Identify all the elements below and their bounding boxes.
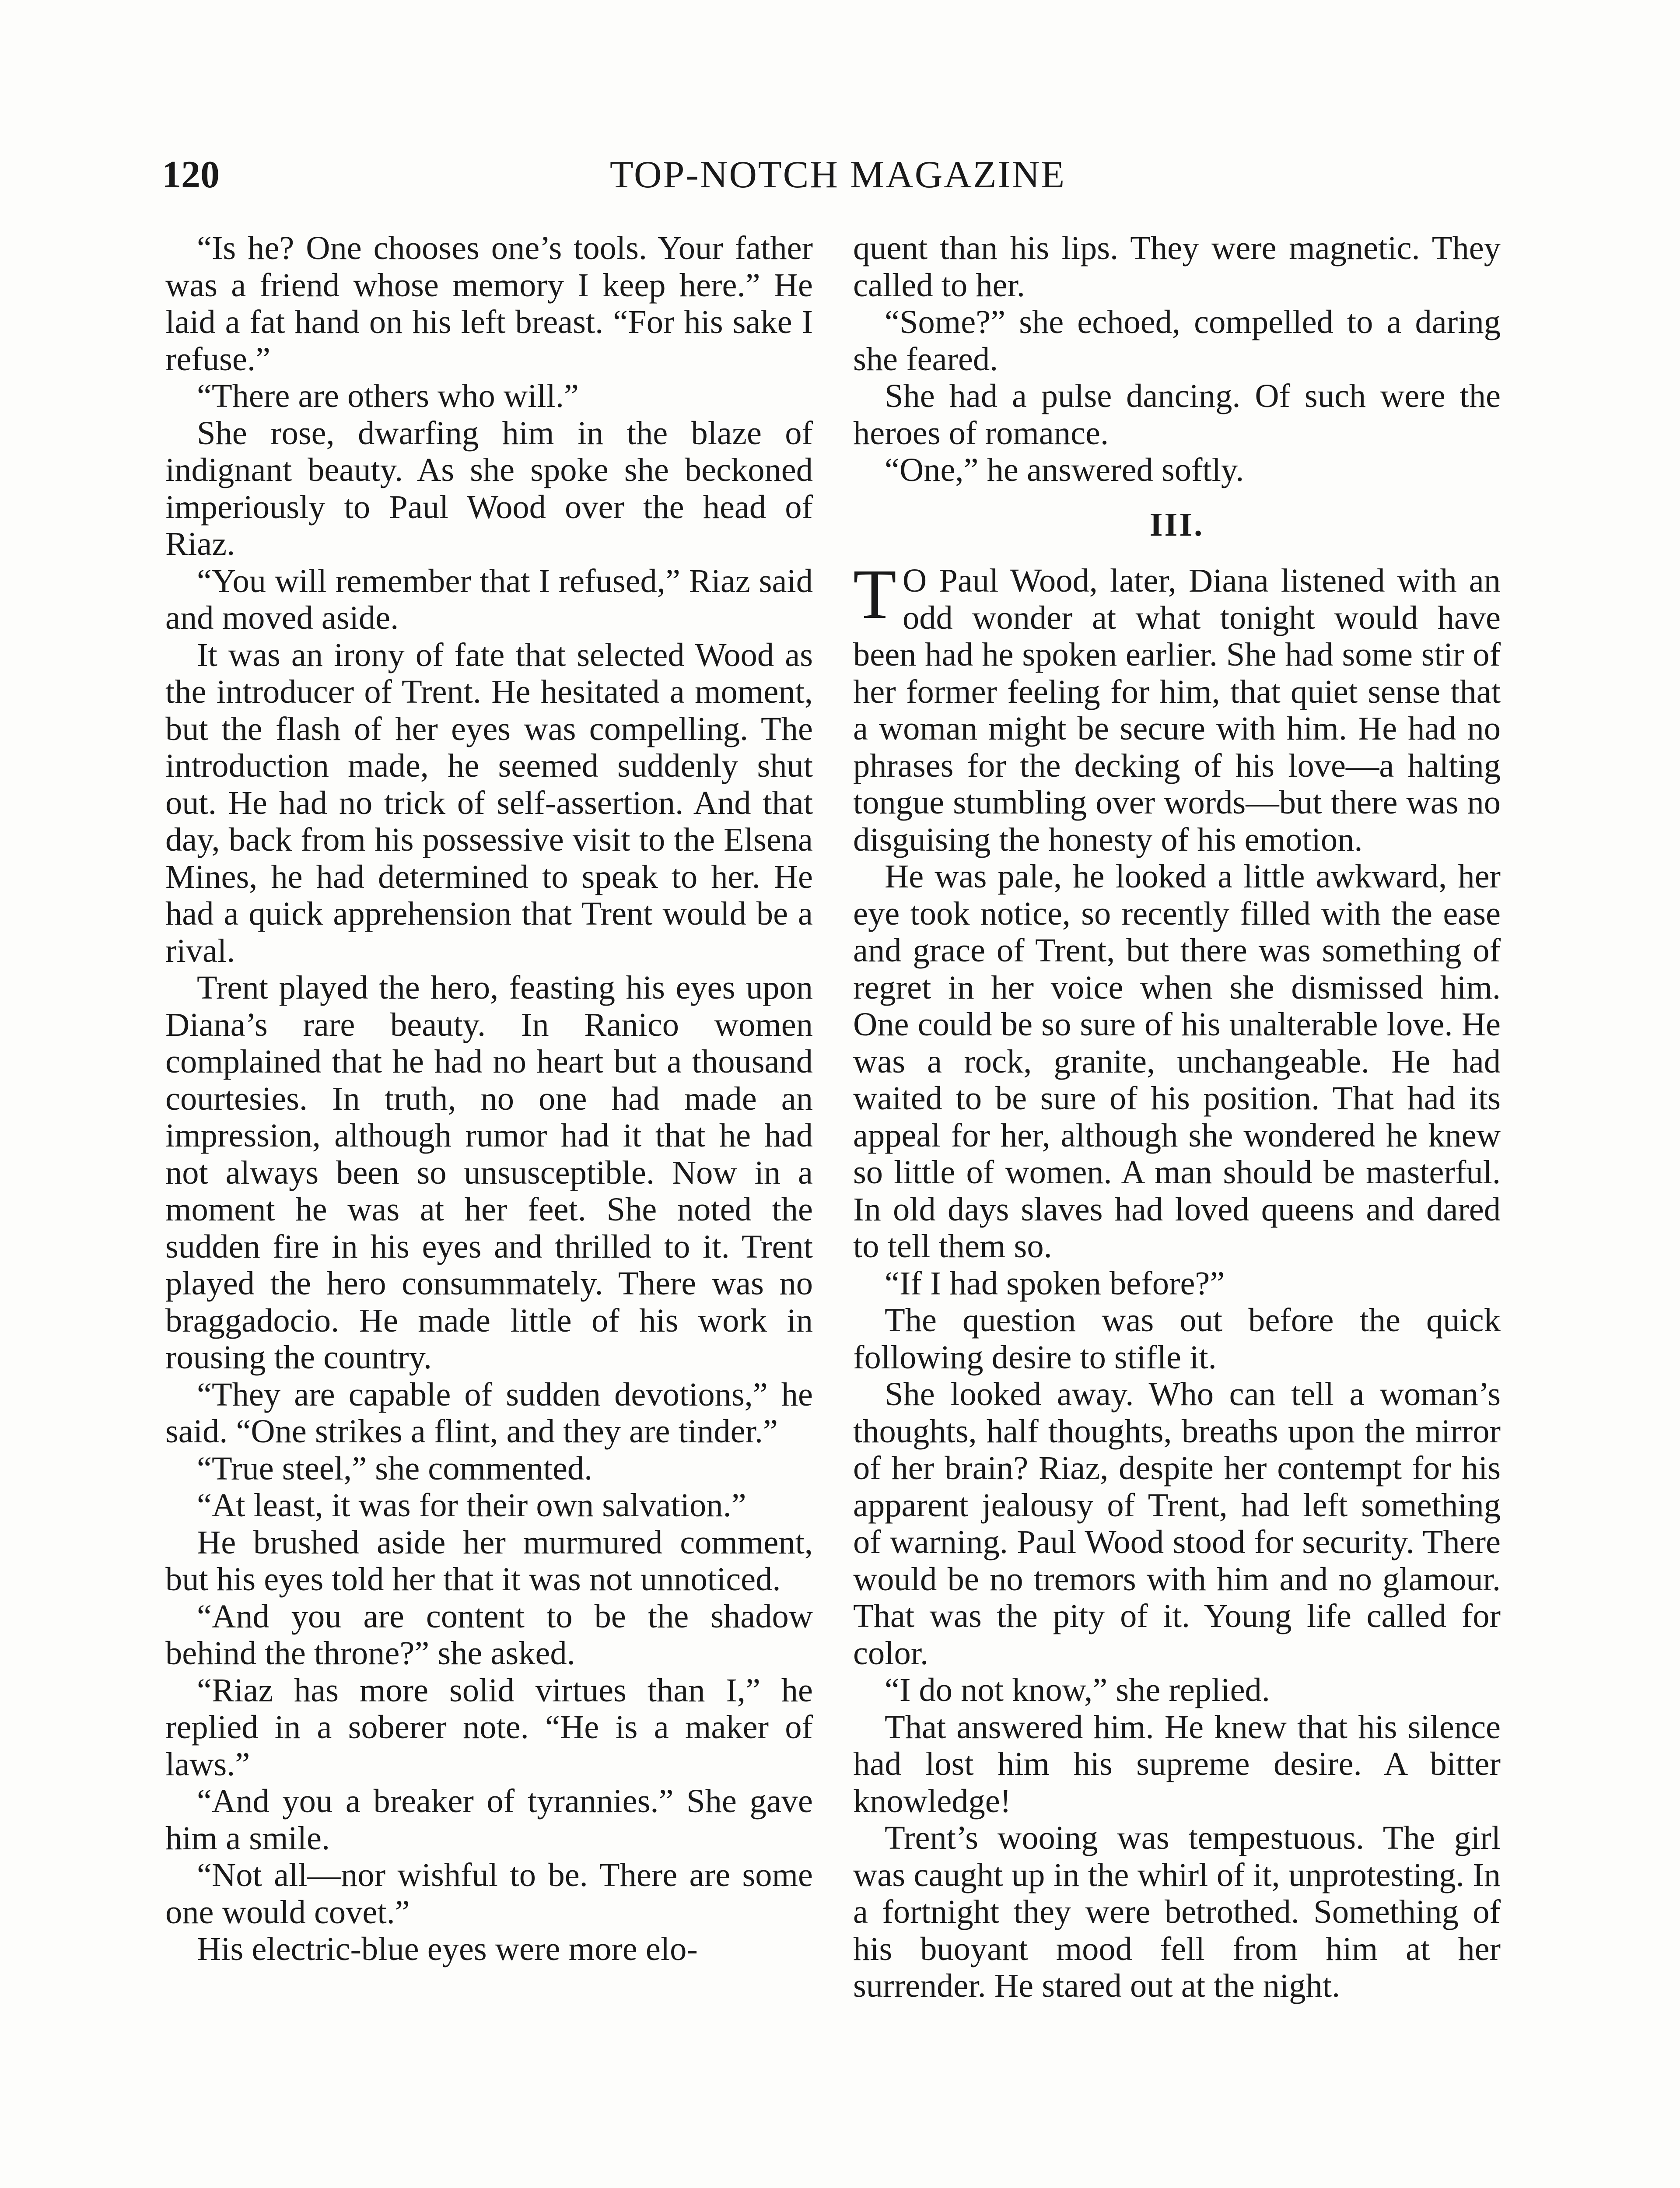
- opening-paragraph: [853, 555, 1501, 858]
- paragraph: “You will remember that I refused,” Riaz said and moved aside.: [165, 562, 813, 636]
- paragraph: “One,” he answered softly.: [885, 451, 1244, 488]
- opening-paragraph-text: O Paul Wood, later, Diana listened with an odd wonder at what tonight would have been had he spoken earlier. She had some stir of her former feeling for him, that quiet sense that a woman might be secure with him. He had no phrases for the decking of his love—a halting tongue stumbling over words—but there was no disguising the honesty of his emotion.: [853, 562, 1501, 858]
- magazine-title: TOP-NOTCH MAGAZINE: [609, 154, 1066, 196]
- paragraph: She looked away. Who can tell a woman’s thoughts, half thoughts, breaths upon the mirror of her brain? Riaz, despite her contempt for his apparent jealousy of Trent, had left something of warning. Paul Wood stood for security. There would be no tremors with him and no glamour. That was the pity of it. Young life called for color.: [853, 1375, 1501, 1672]
- drop-cap: T: [853, 555, 896, 634]
- paragraph: “There are others who will.”: [197, 377, 579, 414]
- paragraph: “True steel,” she commented.: [197, 1449, 593, 1487]
- paragraph: “Some?” she echoed, compelled to a daring she feared.: [853, 303, 1501, 378]
- paragraph: “And you are content to be the shadow behind the throne?” she asked.: [165, 1597, 813, 1672]
- paragraph: “Not all—nor wishful to be. There are some one would covet.”: [165, 1856, 813, 1931]
- paragraph: “Riaz has more solid virtues than I,” he replied in a soberer note. “He is a maker of laws.”: [165, 1671, 813, 1783]
- left-column: [165, 230, 813, 1968]
- paragraph: “Is he? One chooses one’s tools. Your father was a friend whose memory I keep here.” He laid a fat hand on his left breast. “For his sake I refuse.”: [165, 229, 813, 378]
- paragraph: His electric-blue eyes were more elo-: [197, 1930, 698, 1967]
- paragraph: “I do not know,” she replied.: [885, 1671, 1270, 1708]
- paragraph: The question was out before the quick following desire to stifle it.: [853, 1301, 1501, 1376]
- continued-paragraph: quent than his lips. They were magnetic. They called to her.: [853, 229, 1501, 304]
- paragraph: “At least, it was for their own salvation.”: [197, 1487, 746, 1524]
- page-number: 120: [162, 154, 220, 196]
- paragraph: It was an irony of fate that selected Wood as the introducer of Trent. He hesitated a moment, but the flash of her eyes was compelling. The introduction made, he seemed suddenly shut out. He had no trick of self-assertion. And that day, back from his possessive visit to the Elsena Mines, he had determined to speak to her. He had a quick apprehension that Trent would be a rival.: [165, 636, 813, 969]
- running-head: [162, 144, 1514, 206]
- paragraph: That answered him. He knew that his silence had lost him his supreme desire. A bitter knowledge!: [853, 1708, 1501, 1820]
- paragraph: “And you a breaker of tyrannies.” She gave him a smile.: [165, 1782, 813, 1857]
- paragraph: Trent’s wooing was tempestuous. The girl was caught up in the whirl of it, unprotesting. In a fortnight they were betrothed. Something of his buoyant mood fell from him at her surrender. He stared out at the night.: [853, 1819, 1501, 2004]
- paragraph: “They are capable of sudden devotions,” he said. “One strikes a flint, and they are tinder.”: [165, 1375, 813, 1450]
- paragraph: He was pale, he looked a little awkward, her eye took notice, so recently filled with the ease and grace of Trent, but there was something of regret in her voice when she dismissed him. One could be so sure of his unalterable love. He was a rock, granite, unchangeable. He had waited to be sure of his position. That had its appeal for her, although she wondered he knew so little of women. A man should be masterful. In old days slaves had loved queens and dared to tell them so.: [853, 858, 1501, 1265]
- paragraph: “If I had spoken before?”: [885, 1264, 1225, 1302]
- paragraph: He brushed aside her murmured comment, but his eyes told her that it was not unnoticed.: [165, 1523, 813, 1598]
- paragraph: She had a pulse dancing. Of such were the heroes of romance.: [853, 377, 1501, 452]
- right-column: [853, 230, 1501, 2005]
- paragraph: Trent played the hero, feasting his eyes upon Diana’s rare beauty. In Ranico women complained that he had no heart but a thousand courtesies. In truth, no one had made an impression, although rumor had it that he had not always been so unsusceptible. Now in a moment he was at her feet. She noted the sudden fire in his eyes and thrilled to it. Trent played the hero consummately. There was no braggadocio. He made little of his work in rousing the country.: [165, 969, 813, 1376]
- section-heading: III.: [1149, 505, 1204, 543]
- paragraph: She rose, dwarfing him in the blaze of indignant beauty. As she spoke she beckoned imperiously to Paul Wood over the head of Riaz.: [165, 414, 813, 562]
